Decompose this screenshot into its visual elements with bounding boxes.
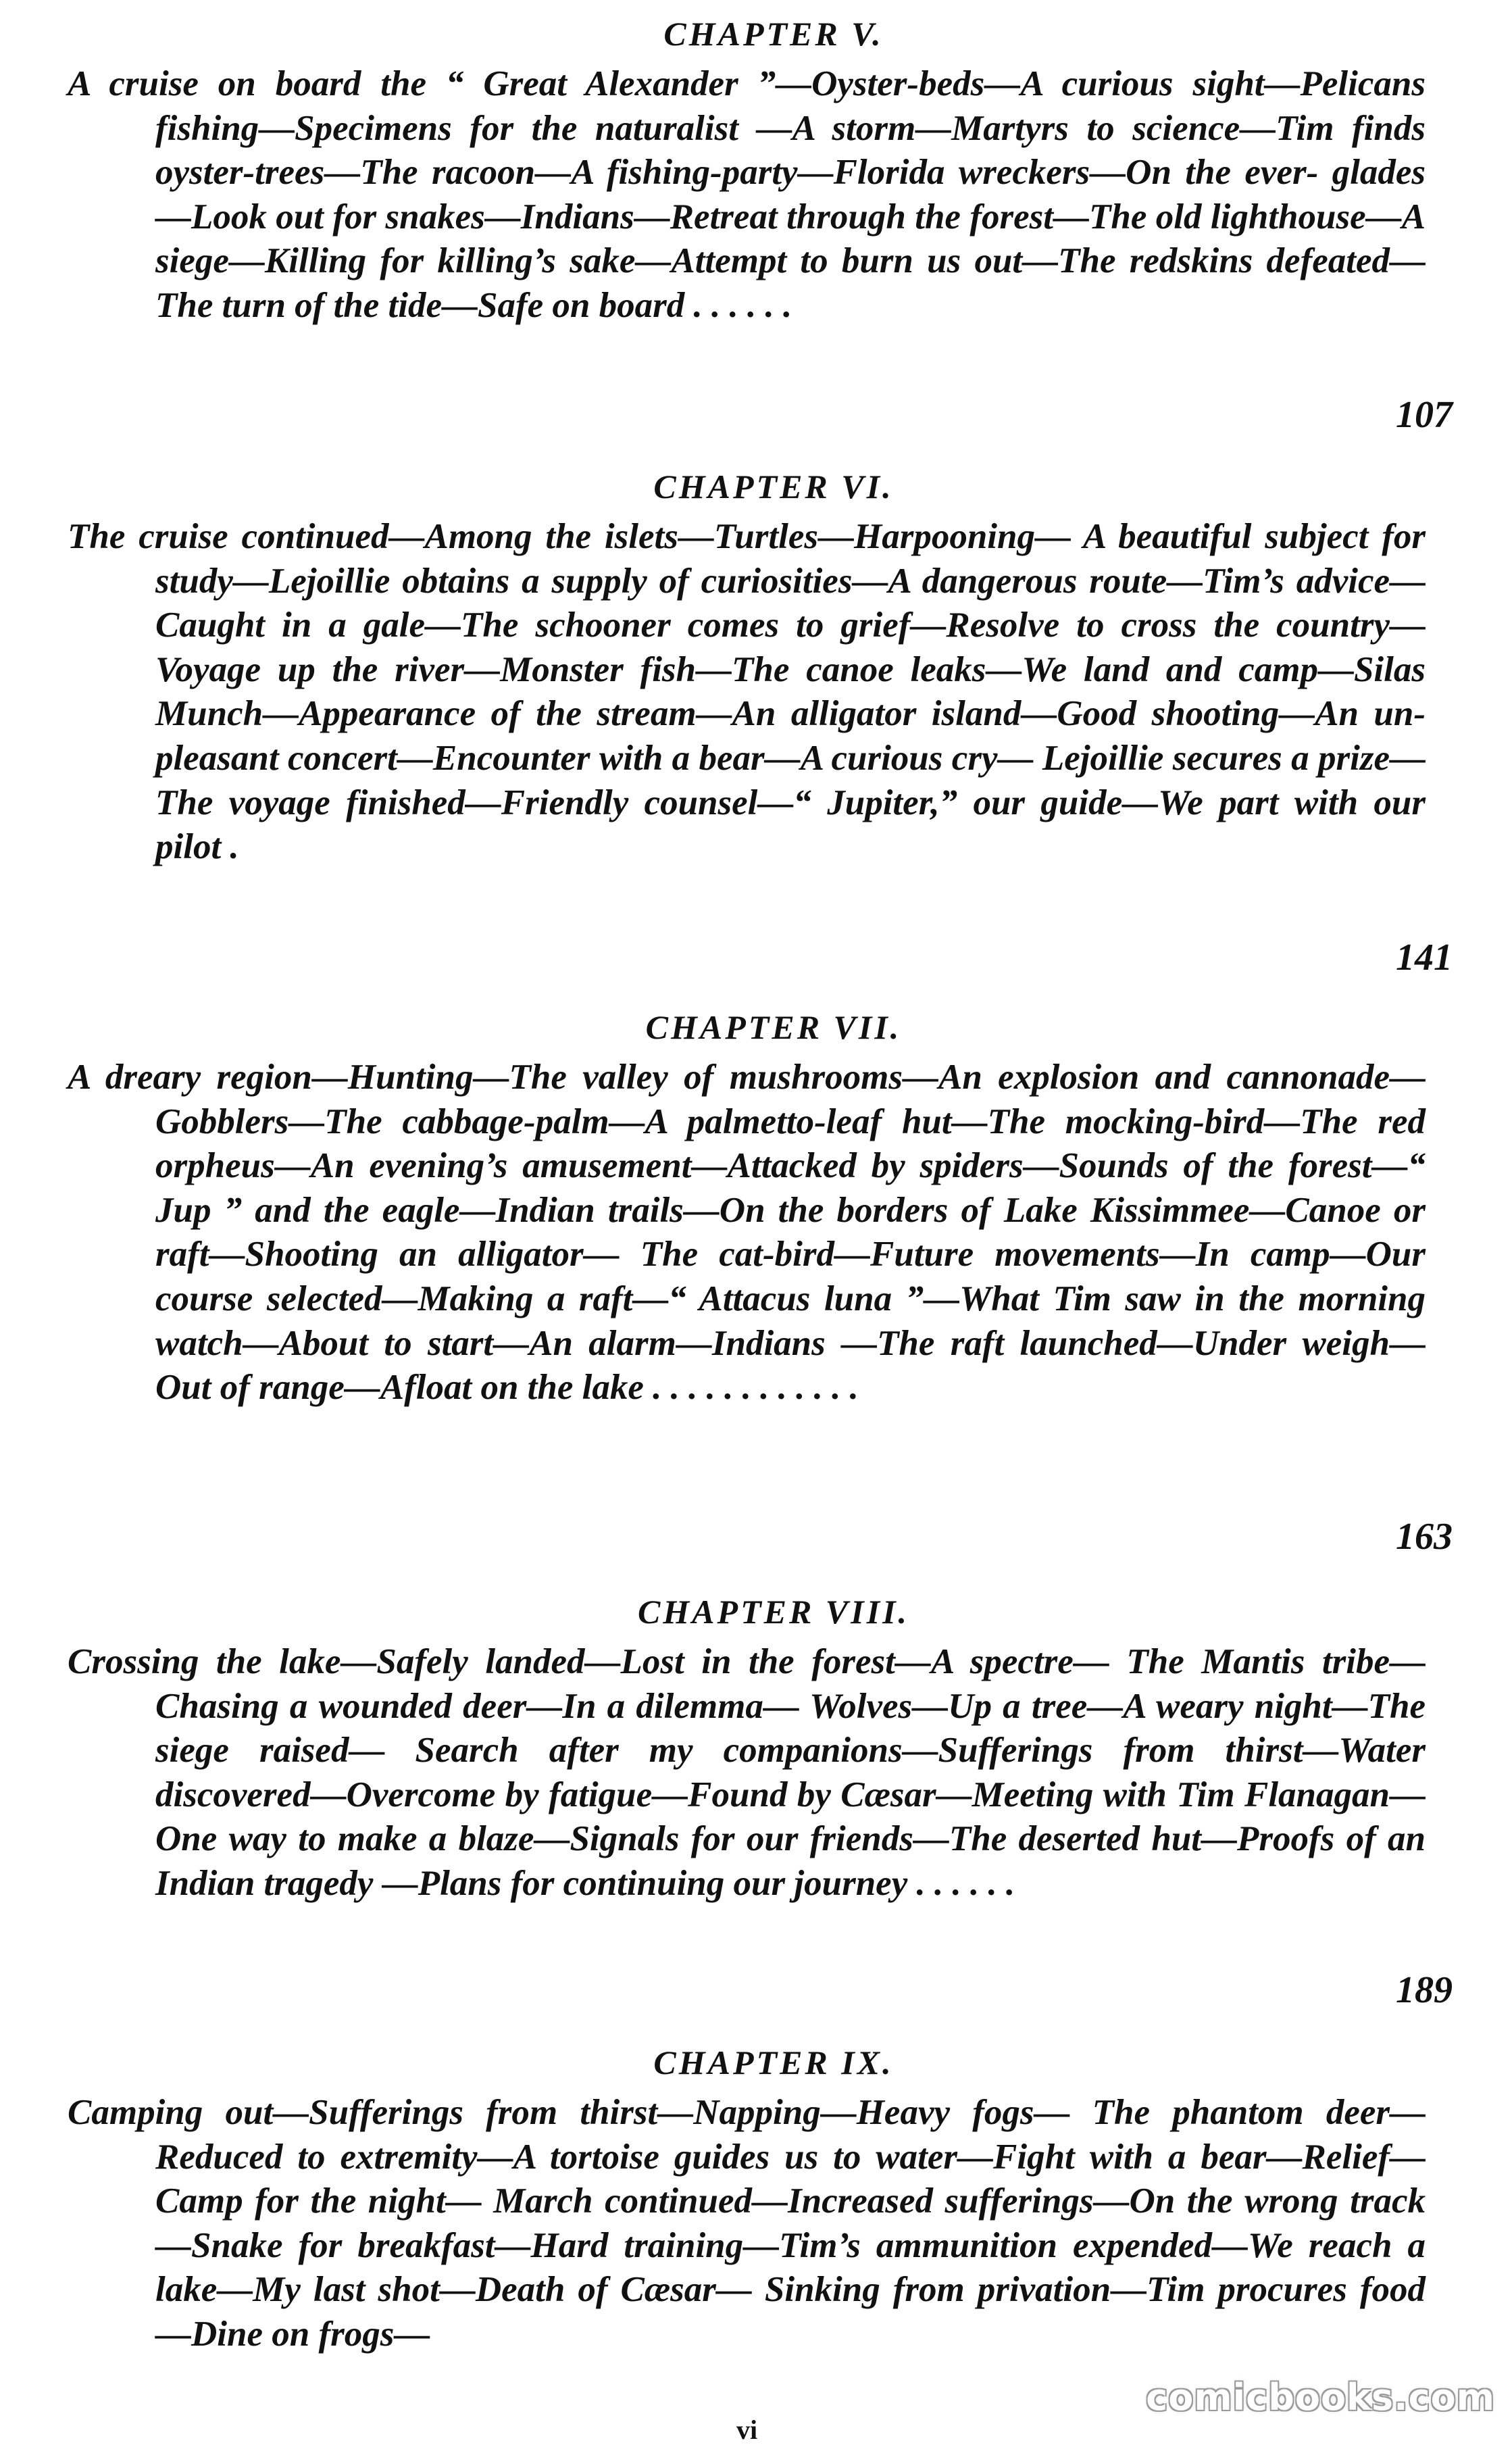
chapter-heading: CHAPTER VIII.: [637, 1593, 910, 1631]
chapter-heading: CHAPTER V.: [663, 15, 884, 53]
chapter-vi: [68, 466, 1453, 979]
chapter-heading: CHAPTER VII.: [645, 1008, 902, 1046]
chapter-page-number: 189: [1396, 1969, 1453, 2011]
chapter-summary: A cruise on board the “ Great Alexander ”—Oyster-beds—A curious sight—Pelicans fishing—Specimens for the naturalist —A storm—Martyrs to science—Tim finds oyster-trees—The racoon—A fishing-party—Florida wreckers—On the ever- glades—Look out for snakes—Indians—Retreat through the forest—The old lighthouse—A siege—Killing for killing’s sake—Attempt to burn us out—The redskins defeated—The turn of the tide—Safe on board . . . . . .: [68, 64, 1426, 325]
chapter-vii: [68, 1007, 1453, 1558]
chapter-page-number: 107: [1396, 394, 1453, 436]
chapter-summary: A dreary region—Hunting—The valley of mushrooms—An explosion and cannonade—Gobblers—The cabbage-palm—A palmetto-leaf hut—The mocking-bird—The red orpheus—An evening’s amusement—Attacked by spiders—Sounds of the forest—“ Jup ” and the eagle—Indian trails—On the borders of Lake Kissimmee—Canoe or raft—Shooting an alligator— The cat-bird—Future movements—In camp—Our course selected—Making a raft—“ Attacus luna ”—What Tim saw in the morning watch—About to start—An alarm—Indians —The raft launched—Under weigh—Out of range—Afloat on the lake . . . . . . . . . . . .: [68, 1058, 1426, 1408]
chapter-summary: Crossing the lake—Safely landed—Lost in the forest—A spectre— The Mantis tribe—Chasing a wounded deer—In a dilemma— Wolves—Up a tree—A weary night—The siege raised— Search after my companions—Sufferings from thirst—Water discovered—Overcome by fatigue—Found by Cæsar—Meeting with Tim Flanagan—One way to make a blaze—Signals for our friends—The deserted hut—Proofs of an Indian tragedy —Plans for continuing our journey . . . . . .: [68, 1642, 1426, 1903]
chapter-viii: [68, 1591, 1453, 2011]
chapter-heading: CHAPTER VI.: [653, 468, 894, 505]
chapter-heading: CHAPTER IX.: [653, 2044, 894, 2081]
page-folio: vi: [736, 2415, 758, 2445]
chapter-summary: Camping out—Sufferings from thirst—Napping—Heavy fogs— The phantom deer—Reduced to extremity—A tortoise guides us to water—Fight with a bear—Relief—Camp for the night— March continued—Increased sufferings—On the wrong track —Snake for breakfast—Hard training—Tim’s ammunition expended—We reach a lake—My last shot—Death of Cæsar— Sinking from privation—Tim procures food—Dine on frogs—: [68, 2093, 1426, 2354]
chapter-page-number: 163: [1396, 1516, 1453, 1558]
chapter-page-number: 141: [1396, 937, 1453, 979]
site-watermark: comicbooks.com: [1146, 2376, 1495, 2419]
chapter-ix: [68, 2042, 1453, 2357]
chapter-summary: The cruise continued—Among the islets—Turtles—Harpooning— A beautiful subject for study—Lejoillie obtains a supply of curiosities—A dangerous route—Tim’s advice—Caught in a gale—The schooner comes to grief—Resolve to cross the country—Voyage up the river—Monster fish—The canoe leaks—We land and camp—Silas Munch—Appearance of the stream—An alligator island—Good shooting—An un- pleasant concert—Encounter with a bear—A curious cry— Lejoillie secures a prize—The voyage finished—Friendly counsel—“ Jupiter,” our guide—We part with our pilot .: [68, 517, 1426, 867]
chapter-v: [68, 14, 1453, 436]
